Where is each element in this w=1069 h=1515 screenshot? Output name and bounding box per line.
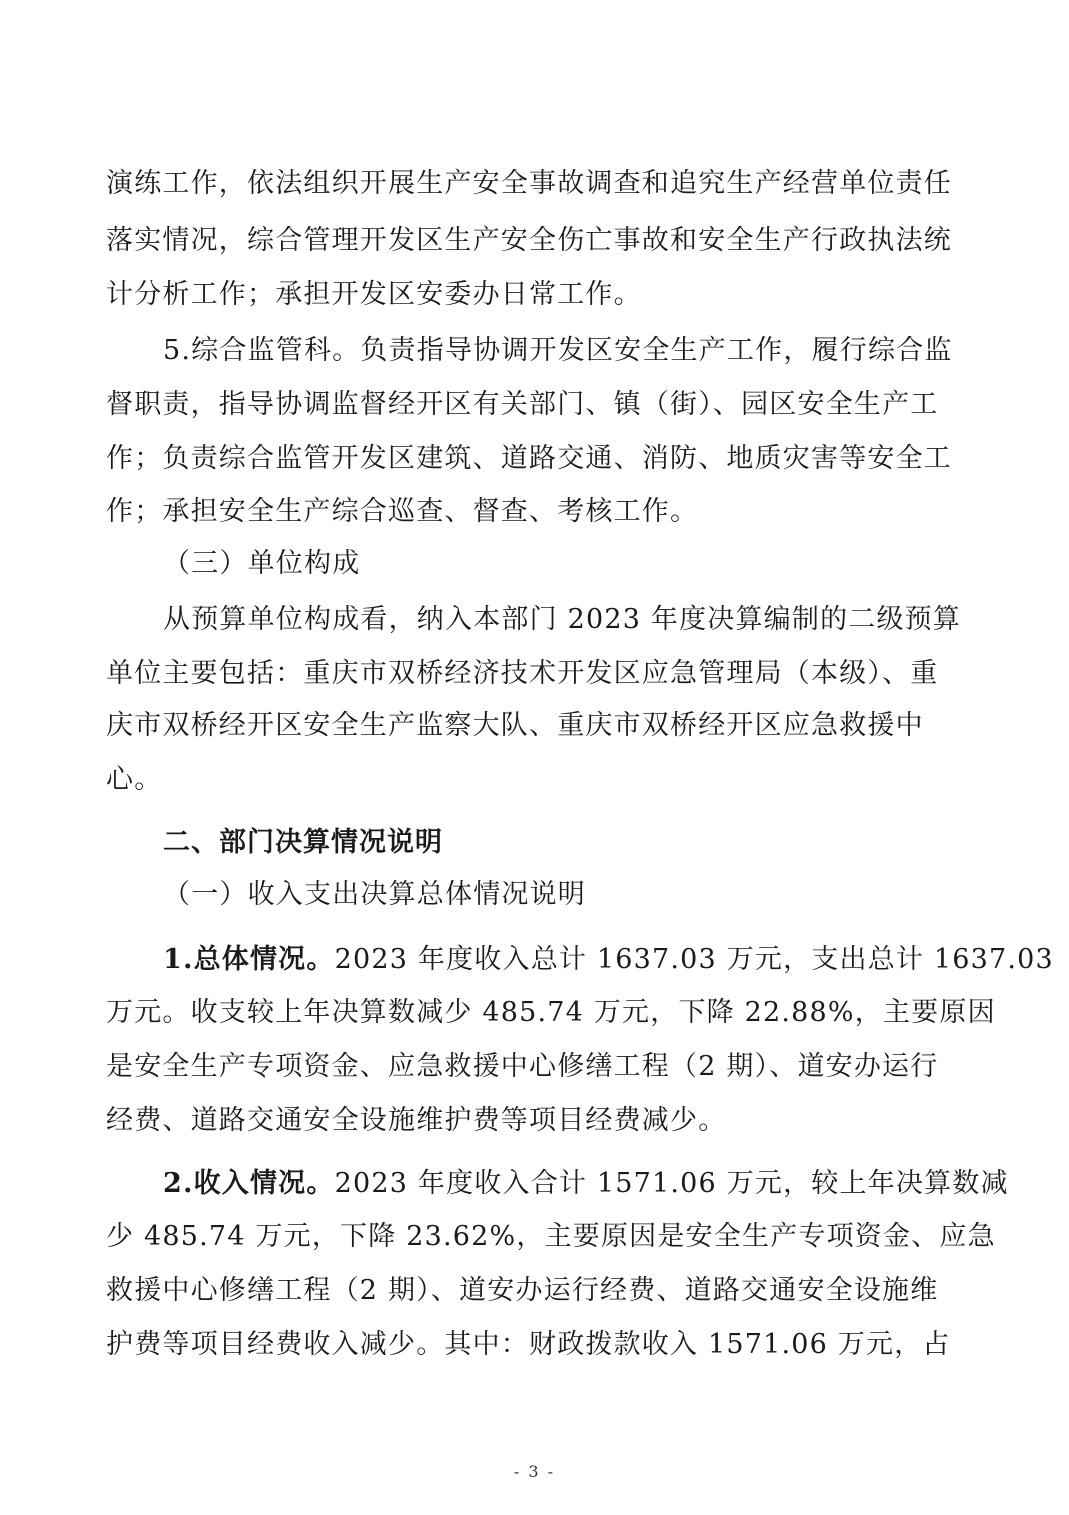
chapter-heading: 二、部门决算情况说明	[163, 827, 443, 858]
paragraph-line: 计分析工作；承担开发区安委办日常工作。	[106, 279, 642, 310]
paragraph-line: 单位主要包括：重庆市双桥经济技术开发区应急管理局（本级）、重	[106, 658, 939, 689]
page-number: - 3 -	[513, 1462, 556, 1481]
paragraph-line: 是安全生产专项资金、应急救援中心修缮工程（2 期）、道安办运行	[106, 1051, 939, 1082]
paragraph-line: 庆市双桥经开区安全生产监察大队、重庆市双桥经开区应急救援中	[106, 710, 924, 741]
paragraph-line: 少 485.74 万元，下降 23.62%，主要原因是安全生产专项资金、应急	[106, 1221, 996, 1252]
paragraph-line: 万元。收支较上年决算数减少 485.74 万元，下降 22.88%，主要原因	[106, 997, 996, 1028]
paragraph-first-line	[163, 943, 1054, 977]
section-heading: （一）收入支出决算总体情况说明	[163, 879, 586, 910]
paragraph-text: 2023 年度收入总计 1637.03 万元，支出总计 1637.03	[334, 944, 1054, 975]
paragraph-line: 护费等项目经费收入减少。其中：财政拨款收入 1571.06 万元，占	[106, 1329, 951, 1360]
paragraph-line: 督职责，指导协调监督经开区有关部门、镇（街）、园区安全生产工	[106, 389, 939, 420]
paragraph-first-line	[163, 1167, 1009, 1201]
paragraph-line: 救援中心修缮工程（2 期）、道安办运行经费、道路交通安全设施维	[106, 1275, 939, 1306]
paragraph-line: 落实情况，综合管理开发区生产安全伤亡事故和安全生产行政执法统	[106, 225, 952, 256]
paragraph-text: 2023 年度收入合计 1571.06 万元，较上年决算数减	[334, 1168, 1009, 1199]
paragraph-line: 经费、道路交通安全设施维护费等项目经费减少。	[106, 1105, 727, 1136]
paragraph-line: 从预算单位构成看，纳入本部门 2023 年度决算编制的二级预算	[163, 604, 962, 635]
bold-lead: 1.总体情况。	[163, 944, 335, 975]
paragraph-line: 作；负责综合监管开发区建筑、道路交通、消防、地质灾害等安全工	[106, 443, 952, 474]
paragraph-line: 心。	[106, 764, 163, 795]
paragraph-line: 演练工作，依法组织开展生产安全事故调查和追究生产经营单位责任	[106, 168, 952, 199]
section-heading: （三）单位构成	[163, 548, 361, 579]
bold-lead: 2.收入情况。	[163, 1168, 335, 1199]
paragraph-line: 5.综合监管科。负责指导协调开发区安全生产工作，履行综合监	[163, 335, 953, 366]
paragraph-line: 作；承担安全生产综合巡查、督查、考核工作。	[106, 496, 699, 527]
